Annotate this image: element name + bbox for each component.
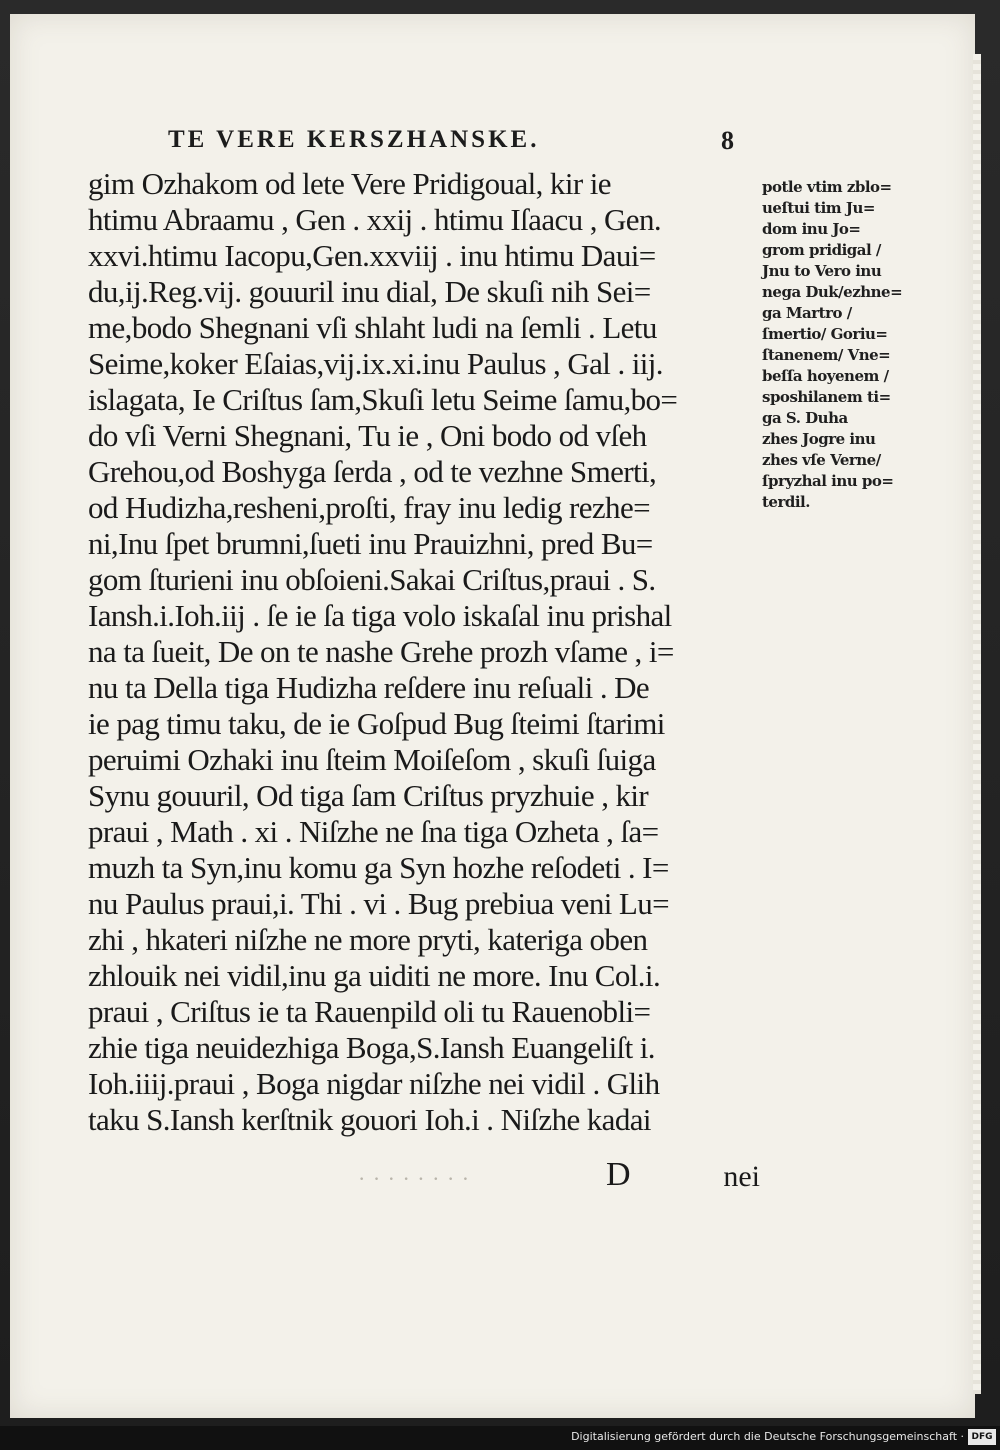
text-line: taku S.Iansh kerſtnik gouori Ioh.i . Niſzhe kadai [88,1102,651,1137]
text-line: do vſi Verni Shegnani, Tu ie , Oni bodo od vſeh [88,418,647,453]
text-line: Synu gouuril, Od tiga ſam Criſtus pryzhuie , kir [88,778,649,813]
text-line: praui , Criſtus ie ta Rauenpild oli tu Rauenobli= [88,994,651,1029]
text-line: od Hudizha,resheni,proſti, fray inu ledig rezhe= [88,490,650,525]
signature-mark: D [606,1156,631,1193]
text-line: me,bodo Shegnani vſi shlaht ludi na ſemli . Letu [88,310,657,345]
text-line: Grehou,od Boshyga ſerda , od te vezhne Smerti, [88,454,657,489]
text-line: zhie tiga neuidezhiga Boga,S.Iansh Euangeliſt i. [88,1030,655,1065]
text-line: gom ſturieni inu obſoieni.Sakai Criſtus,praui . S. [88,562,656,597]
faint-show-through-text: · · · · · · · · [358,1166,471,1191]
book-page [10,14,975,1418]
text-line: na ta ſueit, De on te nashe Grehe prozh vſame , i= [88,634,674,669]
marginal-note-line: terdil. [762,493,810,511]
text-line: gim Ozhakom od lete Vere Pridigoual, kir ie [88,166,611,201]
text-line: Ioh.iiij.praui , Boga nigdar niſzhe nei vidil . Glih [88,1066,660,1101]
text-line: praui , Math . xi . Niſzhe ne ſna tiga Ozheta , ſa= [88,814,659,849]
marginal-note-line: nega Duk/ezhne= [762,283,903,301]
catchword-row [88,1156,760,1196]
marginal-note-line: zhes vſe Verne/ [762,451,881,469]
text-line: ni,Inu ſpet brumni,ſueti inu Prauizhni, pred Bu= [88,526,653,561]
running-head-title: TE VERE KERSZHANSKE. [168,126,540,153]
marginal-note-line: dom inu Jo= [762,220,861,238]
marginal-note-line: ueſtui tim Ju= [762,199,875,217]
text-line: du,ij.Reg.vij. gouuril inu dial, De skuſi nih Sei= [88,274,651,309]
marginal-note [762,177,947,513]
marginal-note-line: grom pridigal / [762,241,881,259]
running-head [168,126,748,160]
catchword: nei [723,1160,760,1193]
text-line: muzh ta Syn,inu komu ga Syn hozhe reſodeti . I= [88,850,669,885]
text-line: ie pag timu taku, de ie Goſpud Bug ſteimi ſtarimi [88,706,665,741]
text-line: Seime,koker Eſaias,vij.ix.xi.inu Paulus , Gal . iij. [88,346,663,381]
funding-credit: Digitalisierung gefördert durch die Deutsche Forschungsgemeinschaft · [571,1430,964,1443]
text-line: islagata, Ie Criſtus ſam,Skuſi letu Seime ſamu,bo= [88,382,678,417]
marginal-note-line: ſmertio/ Goriu= [762,325,888,343]
footer-bar [0,1426,1000,1450]
text-line: xxvi.htimu Iacopu,Gen.xxviij . inu htimu Daui= [88,238,656,273]
text-line: peruimi Ozhaki inu ſteim Moiſeſom , skuſi ſuiga [88,742,656,777]
marginal-note-line: beſſa hoyenem / [762,367,889,385]
page-number: 8 [721,126,734,155]
marginal-note-line: sposhilanem ti= [762,388,891,406]
body-text [88,166,760,1138]
text-line: nu Paulus praui,i. Thi . vi . Bug prebiua veni Lu= [88,886,670,921]
text-line: nu ta Della tiga Hudizha reſdere inu reſuali . De [88,670,650,705]
text-line: htimu Abraamu , Gen . xxij . htimu Iſaacu , Gen. [88,202,661,237]
marginal-note-line: ga S. Duha [762,409,848,427]
marginal-note-line: potle vtim zblo= [762,178,892,196]
text-line: zhlouik nei vidil,inu ga uiditi ne more. Inu Col.i. [88,958,661,993]
marginal-note-line: Jnu to Vero inu [762,262,882,280]
marginal-note-line: ſpryzhal inu po= [762,472,894,490]
marginal-note-line: zhes Jogre inu [762,430,876,448]
marginal-note-line: ga Martro / [762,304,852,322]
text-line: zhi , hkateri niſzhe ne more pryti, kateriga oben [88,922,648,957]
marginal-note-line: ſtanenem/ Vne= [762,346,891,364]
dfg-logo: DFG [968,1429,996,1445]
text-line: Iansh.i.Ioh.iij . ſe ie ſa tiga volo iskaſal inu prishal [88,598,672,633]
